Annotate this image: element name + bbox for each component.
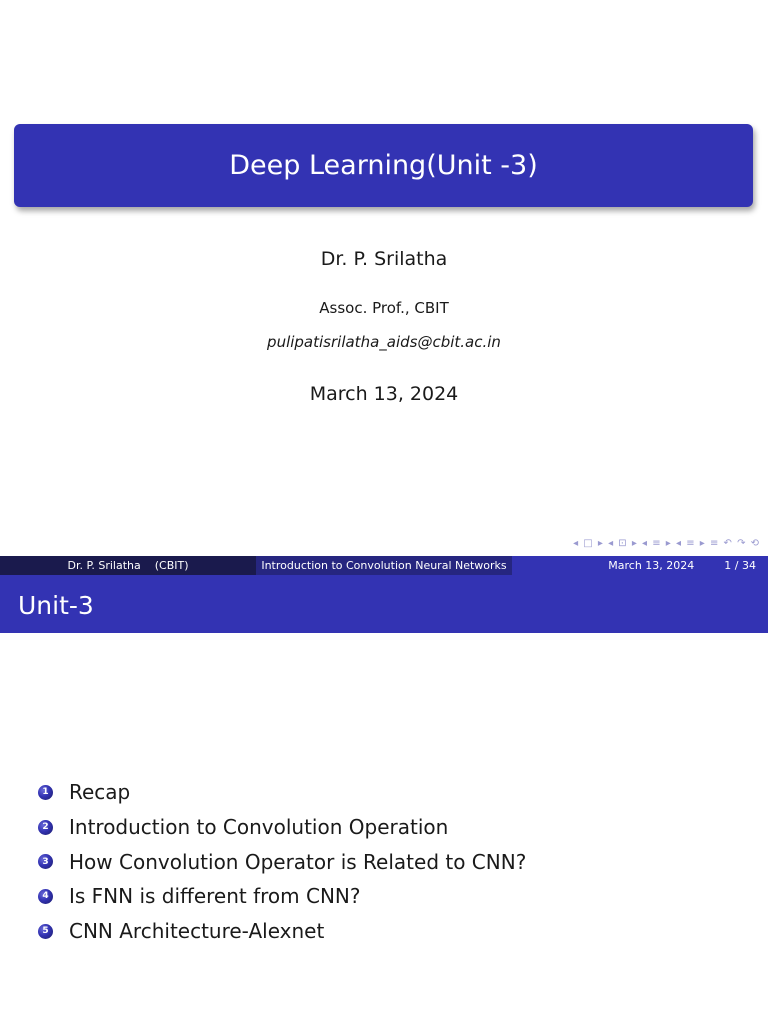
outline-item [38,844,526,879]
outline-item-label: Introduction to Convolution Operation [69,815,449,840]
footline-date: March 13, 2024 [608,559,695,572]
footline-short-title: Introduction to Convolution Neural Networks [261,559,507,572]
footline-title-section [256,556,512,575]
presentation-date: March 13, 2024 [309,383,459,405]
numbered-ball-icon: 3 [38,854,53,869]
outline-item-label: Recap [69,780,131,805]
outline-item-label: How Convolution Operator is Related to CNN? [69,849,527,874]
footline-author: Dr. P. Srilatha [67,559,141,572]
footline-institute: (CBIT) [154,559,189,572]
footline-author-section [0,556,256,575]
numbered-ball-icon: 5 [38,924,53,939]
numbered-ball-icon: 2 [38,820,53,835]
author-name: Dr. P. Srilatha [320,248,448,270]
outline-item [38,879,526,914]
numbered-ball-icon: 1 [38,785,53,800]
numbered-ball-icon: 4 [38,889,53,904]
beamer-navigation-icons[interactable]: ◂ □ ▸ ◂ ⊡ ▸ ◂ ≡ ▸ ◂ ≡ ▸ ≡ ↶ ↷ ⟲ [573,538,760,549]
outline-item [38,775,526,810]
outline-item [38,810,526,845]
footline-page-number: 1 / 34 [724,559,756,572]
footline [0,556,768,575]
author-affiliation: Assoc. Prof., CBIT [319,299,449,317]
outline-item-label: Is FNN is different from CNN? [69,884,361,909]
outline-slide [0,575,768,1024]
presentation-title: Deep Learning(Unit -3) [229,150,538,181]
outline-list [38,775,526,948]
footline-date-section [512,556,768,575]
outline-item-label: CNN Architecture-Alexnet [69,919,325,944]
author-email: pulipatisrilatha_aids@cbit.ac.in [267,333,501,351]
outline-item [38,914,526,949]
title-box [14,124,753,207]
frame-title: Unit-3 [0,575,768,633]
